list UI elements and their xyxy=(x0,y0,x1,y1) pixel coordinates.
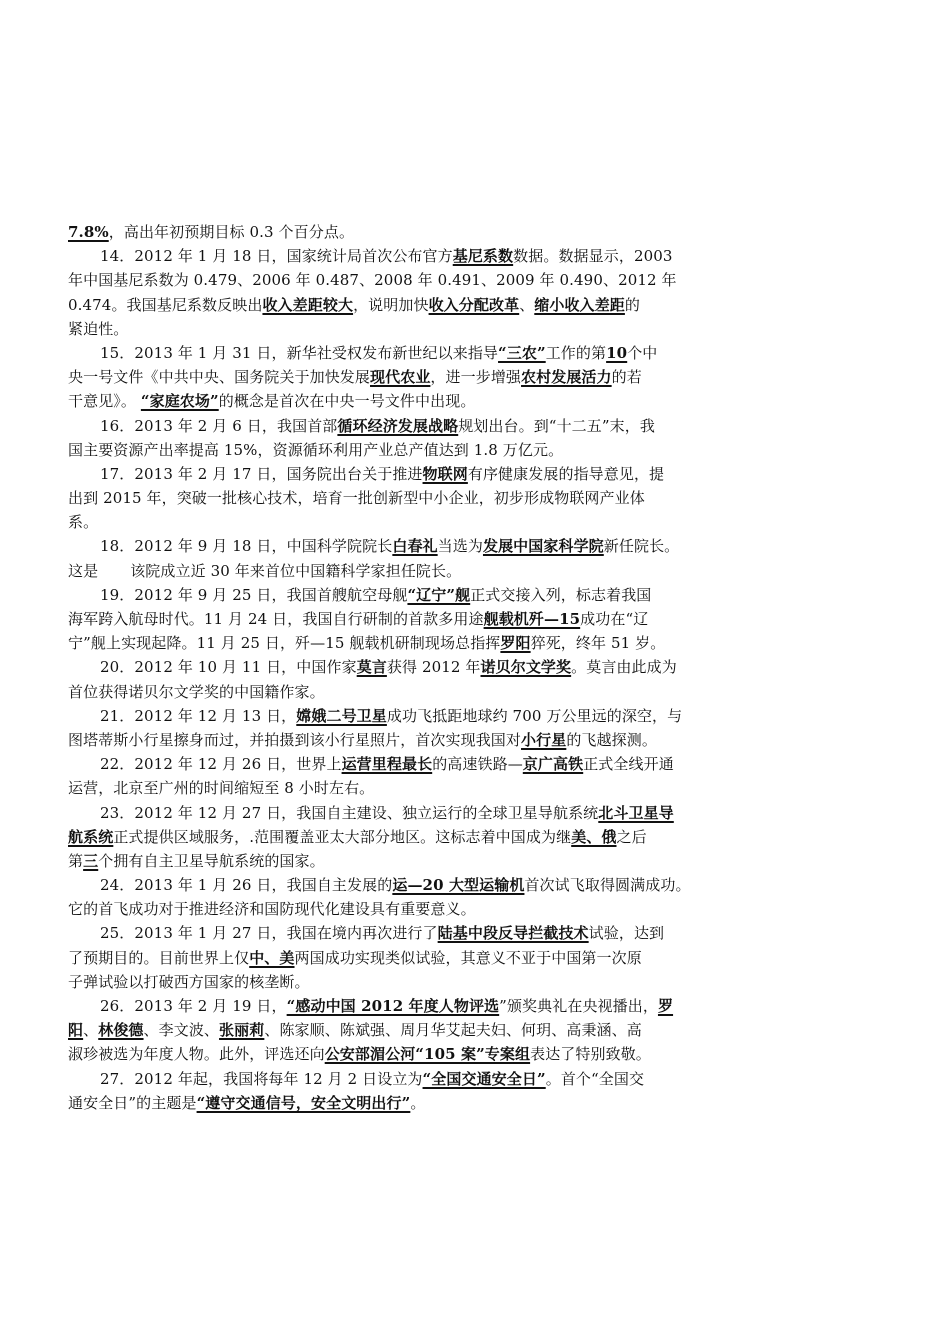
key-term: 现代农业 xyxy=(370,368,431,387)
text-line xyxy=(68,438,718,462)
key-term: 北斗卫星导 xyxy=(598,803,674,822)
text-line xyxy=(68,946,718,970)
text-segment: 了预期目的。目前世界上仅 xyxy=(68,948,250,967)
text-segment: 年中国基尼系数为 0.479、2006 年 0.487、2008 年 0.491、2009 年 0.490、2012 年 xyxy=(68,271,677,290)
text-segment: 个拥有自主卫星导航系统的国家。 xyxy=(98,851,325,870)
key-term: 张丽莉 xyxy=(219,1021,265,1040)
key-term: “家庭农场” xyxy=(140,392,219,411)
text-segment: 紧迫性。 xyxy=(68,319,129,338)
text-line xyxy=(68,268,718,292)
text-line xyxy=(68,389,718,413)
text-segment: 21．2012 年 12 月 13 日， xyxy=(100,706,297,725)
text-segment: 试验，达到 xyxy=(588,924,665,943)
text-segment: 27．2012 年起，我国将每年 12 月 2 日设立为 xyxy=(100,1069,423,1088)
text-line xyxy=(68,970,718,994)
key-term: 航系统 xyxy=(68,827,114,846)
text-line xyxy=(68,994,718,1018)
key-term: 缩小收入差距 xyxy=(534,295,625,314)
text-segment: 、 xyxy=(83,1021,99,1040)
text-segment: 。首个“全国交 xyxy=(545,1069,645,1088)
text-segment: 图塔蒂斯小行星擦身而过，并拍摄到该小行星照片，首次实现我国对 xyxy=(68,730,522,749)
key-term: 基尼系数 xyxy=(452,247,514,266)
text-segment: 正式全线开通 xyxy=(583,755,674,774)
text-segment: 17．2013 年 2 月 17 日，国务院出台关于推进 xyxy=(100,464,423,483)
text-segment: ，高出年初预期目标 0.3 个百分点。 xyxy=(108,223,355,241)
key-term: 农村发展活力 xyxy=(521,368,612,387)
text-segment: 淑珍被选为年度人物。此外，评选还向 xyxy=(68,1045,325,1064)
text-segment: 该院成立近 30 年来首位中国籍科学家担任院长。 xyxy=(130,561,462,580)
key-term: 收入分配改革 xyxy=(428,295,520,314)
text-line xyxy=(68,1067,718,1091)
key-term: “全国交通安全日” xyxy=(422,1069,546,1088)
key-term: 循环经济发展战略 xyxy=(337,416,459,435)
text-segment: 规划出台。到“十二五”末，我 xyxy=(458,416,655,435)
text-line xyxy=(68,462,718,486)
key-term: 阳 xyxy=(68,1021,84,1040)
text-segment: 表达了特别致敬。 xyxy=(530,1045,651,1064)
text-segment: 15．2013 年 1 月 31 日，新华社受权发布新世纪以来指导 xyxy=(100,343,499,362)
text-segment: 猝死，终年 51 岁。 xyxy=(530,634,666,653)
text-segment: 成功飞抵距地球约 700 万公里远的深空，与 xyxy=(386,706,683,725)
text-line xyxy=(68,414,718,438)
text-segment: 国主要资源产出率提高 15%，资源循环利用产业总产值达到 1.8 万亿元。 xyxy=(68,440,564,459)
key-term: “感动中国 2012 年度人物评选 xyxy=(286,997,500,1015)
text-segment: 14．2012 年 1 月 18 日，国家统计局首次公布官方 xyxy=(100,247,453,266)
text-line xyxy=(68,680,718,704)
text-segment: 26．2013 年 2 月 19 日， xyxy=(100,997,287,1015)
text-segment: 第 xyxy=(68,851,84,870)
text-line xyxy=(68,583,718,607)
text-line xyxy=(68,825,718,849)
key-term: “辽宁”舰 xyxy=(407,585,471,604)
key-term: 收入差距较大 xyxy=(262,295,354,314)
text-segment: 16．2013 年 2 月 6 日，我国首部 xyxy=(100,416,338,435)
key-term: 林俊德 xyxy=(98,1021,144,1040)
text-segment: 23．2012 年 12 月 27 日，我国自主建设、独立运行的全球卫星导航系统 xyxy=(100,803,599,822)
text-segment: 25．2013 年 1 月 27 日，我国在境内再次进行了 xyxy=(100,924,438,943)
text-line xyxy=(68,1018,718,1042)
key-term: 美、俄 xyxy=(571,827,617,846)
text-line xyxy=(68,220,718,244)
text-line xyxy=(68,365,718,389)
key-term: 发展中国家科学院 xyxy=(482,537,604,556)
text-segment: 两国成功实现类似试验，其意义不亚于中国第一次原 xyxy=(294,948,642,967)
text-segment: 首位获得诺贝尔文学奖的中国籍作家。 xyxy=(68,682,325,701)
text-segment: 19．2012 年 9 月 25 日，我国首艘航空母舰 xyxy=(100,585,408,604)
text-line xyxy=(68,534,718,558)
text-line xyxy=(68,776,718,800)
text-segment: ，说明加快 xyxy=(353,295,429,314)
text-line xyxy=(68,752,718,776)
text-line xyxy=(68,341,718,365)
text-segment: 新任院长。 xyxy=(603,537,680,556)
text-segment: 数据。数据显示，2003 xyxy=(513,247,673,266)
text-segment: 正式提供区域服务，.范围覆盖亚太大部分地区。这标志着中国成为继 xyxy=(113,827,572,846)
text-segment: 成功在“辽 xyxy=(580,610,649,628)
text-segment: 首次试飞取得圆满成功。 xyxy=(524,876,691,895)
text-segment: 它的首飞成功对于推进经济和国防现代化建设具有重要意义。 xyxy=(68,900,476,919)
key-term: 莫言 xyxy=(356,658,387,677)
text-segment: 有序健康发展的指导意见，提 xyxy=(467,464,665,483)
text-segment: 宁”舰上实现起降。11 月 25 日，歼—15 舰载机研制现场总指挥 xyxy=(68,634,501,653)
text-segment: 22．2012 年 12 月 26 日，世界上 xyxy=(100,755,342,774)
text-line xyxy=(68,873,718,897)
text-line xyxy=(68,849,718,873)
key-term: 京广高铁 xyxy=(522,755,584,774)
key-term: 物联网 xyxy=(422,464,468,483)
text-segment: 正式交接入列，标志着我国 xyxy=(470,585,652,604)
text-segment: 当选为 xyxy=(437,537,483,556)
text-segment: 获得 2012 年 xyxy=(386,658,481,677)
key-term: 中、美 xyxy=(249,948,295,967)
text-segment: 央一号文件《中共中央、国务院关于加快发展 xyxy=(68,368,371,387)
key-term: 罗阳 xyxy=(500,634,531,653)
text-segment: 这是 xyxy=(68,561,99,580)
text-line xyxy=(68,631,718,655)
text-segment: 干意见》。 xyxy=(68,392,141,411)
text-segment: 系。 xyxy=(68,513,99,532)
text-line xyxy=(68,559,718,583)
key-term: 7.8% xyxy=(68,223,109,241)
text-line xyxy=(68,728,718,752)
key-term: 罗 xyxy=(657,997,674,1015)
text-line xyxy=(68,486,718,510)
key-term: 三 xyxy=(83,851,99,870)
text-segment: 的飞越探测。 xyxy=(566,730,657,749)
text-segment: 出到 2015 年，突破一批核心技术，培育一批创新型中小企业，初步形成物联网产业体 xyxy=(68,489,645,508)
text-line xyxy=(68,921,718,945)
text-segment: 之后 xyxy=(616,827,647,846)
key-term: 舰载机歼—15 xyxy=(483,610,581,628)
text-segment: 海军跨入航母时代。11 月 24 日，我国自行研制的首款多用途 xyxy=(68,610,484,628)
text-line xyxy=(68,607,718,631)
text-segment: 通安全日”的主题是 xyxy=(68,1093,197,1112)
text-segment: 18．2012 年 9 月 18 日，中国科学院院长 xyxy=(100,537,393,556)
text-segment: 子弹试验以打破西方国家的核垄断。 xyxy=(68,972,310,991)
text-line xyxy=(68,655,718,679)
key-term: 10 xyxy=(606,343,628,362)
text-line xyxy=(68,317,718,341)
text-segment: 、 xyxy=(519,295,535,314)
text-segment: 运营，北京至广州的时间缩短至 8 小时左右。 xyxy=(68,779,375,798)
text-line xyxy=(68,1042,718,1066)
text-line xyxy=(68,704,718,728)
key-term: 嫦娥二号卫星 xyxy=(296,706,387,725)
key-term: 运—20 大型运输机 xyxy=(392,876,525,895)
key-term: “三农” xyxy=(498,343,546,362)
document-body xyxy=(68,220,718,1115)
key-term: 公安部湄公河“105 案”专案组 xyxy=(324,1045,531,1064)
key-term: 陆基中段反导拦截技术 xyxy=(437,924,589,943)
text-line xyxy=(68,897,718,921)
text-segment: ，进一步增强 xyxy=(430,368,522,387)
text-segment: ”颁奖典礼在央视播出， xyxy=(499,997,658,1015)
text-segment: 0.474。我国基尼系数反映出 xyxy=(68,295,263,314)
text-segment: 的高速铁路— xyxy=(432,755,523,774)
text-segment: 20．2012 年 10 月 11 日，中国作家 xyxy=(100,658,357,677)
text-segment: 。 xyxy=(410,1093,426,1112)
text-segment: 个中 xyxy=(627,343,658,362)
text-line xyxy=(68,801,718,825)
text-segment: 的若 xyxy=(611,368,642,387)
text-segment: 的概念是首次在中央一号文件中出现。 xyxy=(218,392,476,411)
text-line xyxy=(68,510,718,534)
text-line xyxy=(68,244,718,268)
key-term: 白春礼 xyxy=(392,537,438,556)
text-segment: 的 xyxy=(624,295,641,314)
text-segment: 24．2013 年 1 月 26 日，我国自主发展的 xyxy=(100,876,393,895)
key-term: 诺贝尔文学奖 xyxy=(480,658,572,677)
text-segment: 、陈家顺、陈斌强、周月华艾起夫妇、何玥、高秉涵、高 xyxy=(264,1021,642,1040)
text-segment: 工作的第 xyxy=(545,343,607,362)
text-line xyxy=(68,1091,718,1115)
key-term: 运营里程最长 xyxy=(341,755,433,774)
text-segment: 、李文波、 xyxy=(143,1021,220,1040)
text-segment: 。莫言由此成为 xyxy=(571,658,677,677)
text-line xyxy=(68,293,718,317)
key-term: 小行星 xyxy=(521,730,567,749)
key-term: “遵守交通信号，安全文明出行” xyxy=(196,1093,411,1112)
